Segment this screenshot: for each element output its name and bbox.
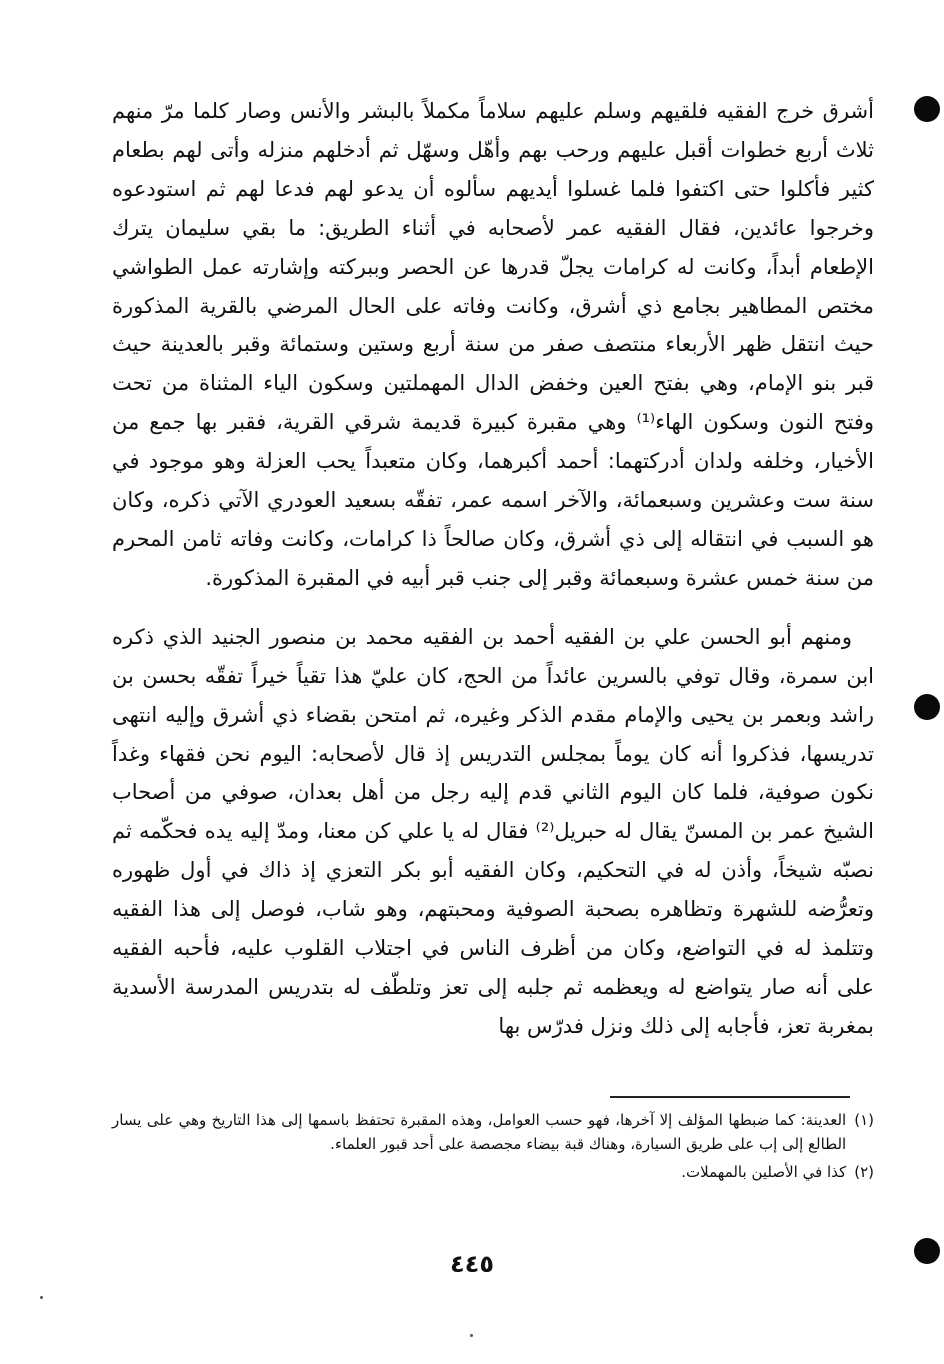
footnote-number: (٢): [854, 1163, 874, 1181]
footnote-1: [112, 1108, 874, 1156]
footnote-2: [112, 1160, 874, 1184]
paragraph-1: أشرق خرج الفقيه فلقيهم وسلم عليهم سلاماً مكملاً بالبشر والأنس وصار كلما مرّ منهم ثلاث أربع خطوات أقبل عليهم ورحب بهم وأهّل وسهّل ثم أدخلهم منزله وأتى لهم بطعام كثير فأكلوا حتى اكتفوا فلما غسلوا أيديهم سألوه أن يدعو لهم فدعا لهم ثم استودعوه وخرجوا عائدين، فقال الفقيه عمر لأصحابه في أثناء الطريق: ما بقي سليمان يترك الإطعام أبداً، وكانت له كرامات يجلّ قدرها عن الحصر وببركته وإشارته عمل الطواشي مختص المطاهير بجامع ذي أشرق، وكانت وفاته على الحال المرضي بالقرية المذكورة حيث انتقل ظهر الأربعاء منتصف صفر من سنة أربع وستين وستمائة وقبر بالعدينة حيث قبر بنو الإمام، وهي بفتح العين وخفض الدال المهملتين وسكون الياء المثناة من تحت وفتح النون وسكون الهاء⁽¹⁾ وهي مقبرة كبيرة قديمة شرقي القرية، فقبر بها جمع من الأخيار، وخلفه ولدان أدركتهما: أحمد أكبرهما، وكان متعبداً يحب العزلة وهو موجود في سنة ست وعشرين وسبعمائة، والآخر اسمه عمر، تفقّه بسعيد العودري الآتي ذكره، وكان هو السبب في انتقاله إلى ذي أشرق، وكان صالحاً ذا كرامات، وكانت وفاته ثامن المحرم من سنة خمس عشرة وسبعمائة وقبر إلى جنب قبر أبيه في المقبرة المذكورة.: [112, 99, 874, 590]
scan-speck: [470, 1334, 473, 1337]
page-number: ٤٤٥: [450, 1250, 494, 1278]
footnote-number: (١): [854, 1111, 874, 1129]
binder-hole-middle: [914, 694, 940, 720]
footnote-text: العدينة: كما ضبطها المؤلف إلا آخرها، فهو حسب العوامل، وهذه المقبرة تحتفظ باسمها إلى هذا التاريخ وهي على يسار الطالع إلى إب على طريق السيارة، وهناك قبة بيضاء مجصصة على أحد قبور العلماء.: [112, 1111, 847, 1153]
footnote-text: كذا في الأصلين بالمهملات.: [681, 1163, 847, 1181]
footnote-separator: [610, 1096, 850, 1098]
main-text: [112, 92, 874, 1046]
scan-speck: [40, 1296, 43, 1299]
binder-hole-top: [914, 96, 940, 122]
paragraph-2: ومنهم أبو الحسن علي بن الفقيه أحمد بن الفقيه محمد بن منصور الجنيد الذي ذكره ابن سمرة، وقال توفي بالسرين عائداً من الحج، كان عليّ هذا تقياً خيراً تفقّه بحسن بن راشد وبعمر بن يحيى والإمام مقدم الذكر وغيره، ثم امتحن بقضاء ذي أشرق وإليه انتهى تدريسها، فذكروا أنه كان يوماً بمجلس التدريس إذ قال لأصحابه: اليوم نحن فقهاء وغداً نكون صوفية، فلما كان اليوم الثاني قدم إليه رجل من أهل بعدان، صوفي من أصحاب الشيخ عمر بن المسنّ يقال له حبريل⁽²⁾ فقال له يا علي كن معنا، ومدّ إليه يده فحكّمه ثم نصبّه شيخاً، وأذن له في التحكيم، وكان الفقيه أبو بكر التعزي إذ ذاك في أول ظهوره وتعرُّضه للشهرة وتظاهره بصحبة الصوفية ومحبتهم، وهو شاب، فوصل إلى هذا الفقيه وتتلمذ له في التواضع، وكان من أظرف الناس في اجتلاب القلوب عليه، فأحبه الفقيه على أنه صار يتواضع له ويعظمه ثم جلبه إلى تعز وتلطّف له بتدريس المدرسة الأسدية بمغربة تعز، فأجابه إلى ذلك ونزل فدرّس بها: [112, 624, 874, 1038]
footnotes: [112, 1108, 874, 1188]
